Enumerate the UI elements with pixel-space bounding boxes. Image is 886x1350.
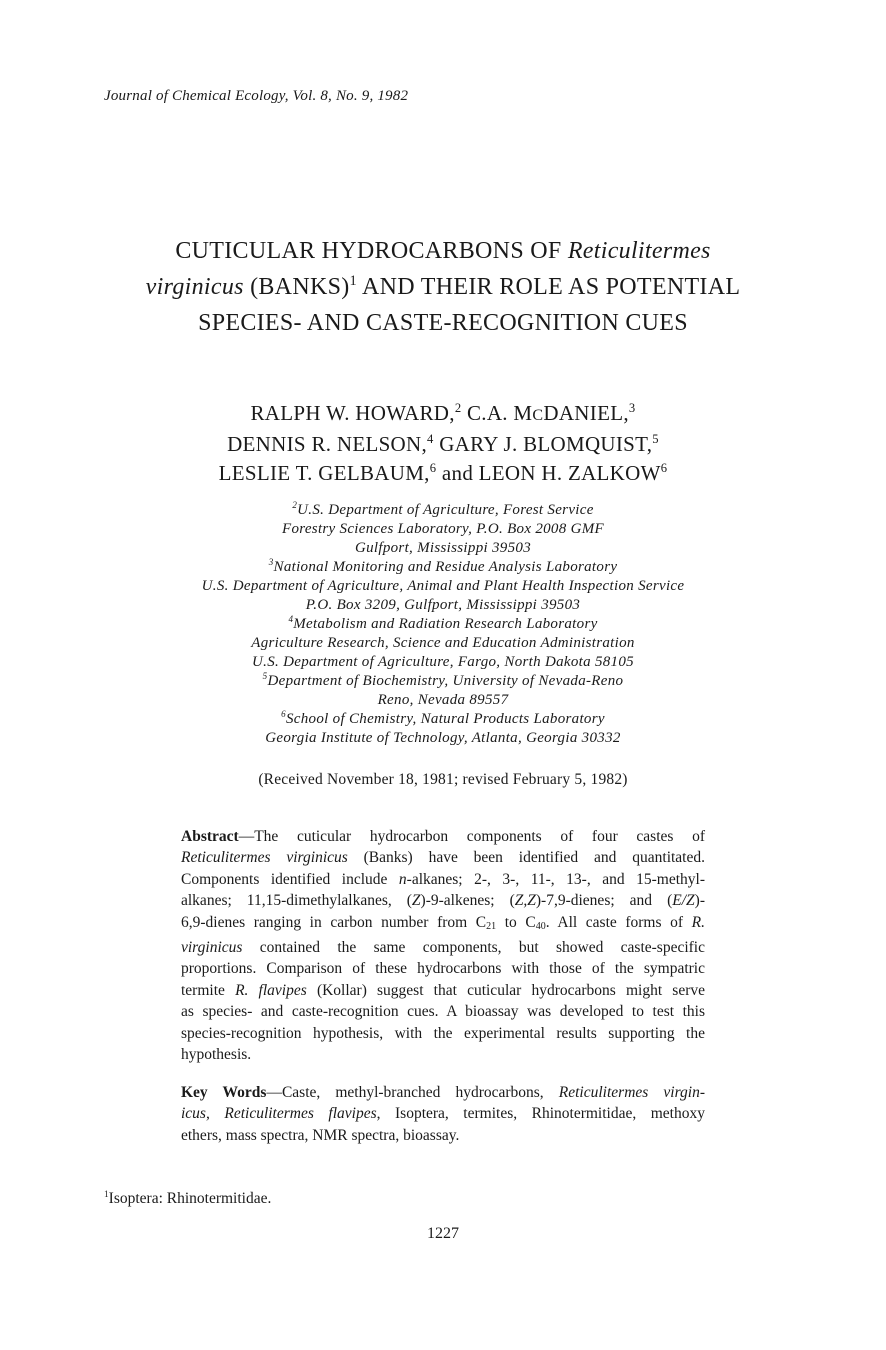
abstract-text: hypothesis. — [181, 1046, 252, 1064]
affiliation-marker: 4 — [288, 614, 294, 624]
species-name: icus, Reticulitermes flavipes — [181, 1105, 377, 1123]
affiliation-line — [60, 520, 826, 539]
abstract-text: alkanes; 11,15-dimethylalkanes, ( — [181, 892, 412, 910]
abstract-text: proportions. Comparison of these hydrocarbons with those of the sympatric — [181, 960, 705, 978]
footnote-marker: 1 — [349, 273, 358, 289]
article-title — [60, 233, 826, 341]
affiliation-marker: 6 — [281, 709, 286, 719]
affiliation-line — [60, 501, 826, 520]
species-name: Reticulitermes virgin- — [558, 1084, 706, 1101]
abstract-text: (Banks) have been identified and quantitated. — [347, 849, 705, 867]
affiliation-text: Metabolism and Radiation Research Laboratory — [293, 616, 598, 632]
abstract-text: -alkanes; 2-, 3-, 11-, 13-, and 15-methyl- — [406, 870, 705, 888]
title-line-2 — [60, 269, 826, 305]
affiliation-line — [60, 691, 826, 710]
affiliation-marker: 5 — [652, 432, 659, 446]
keywords-label: Key Words — [181, 1084, 267, 1101]
abstract-line — [181, 1023, 705, 1044]
journal-citation: Journal of Chemical Ecology, Vol. 8, No. 9, 1982 — [104, 88, 409, 104]
species-name: virginicus — [181, 939, 243, 957]
abstract-line — [181, 869, 705, 890]
affiliation-marker: 6 — [660, 461, 668, 475]
abstract-text: 6,9-dienes ranging in carbon number from C — [181, 913, 487, 931]
affiliation-line — [60, 577, 826, 596]
abstract-text: —The cuticular hydrocarbon components of four castes of — [238, 828, 705, 845]
abstract-text: )-9-alkenes; ( — [420, 892, 515, 910]
affiliation-text: Gulfport, Mississippi 39503 — [354, 540, 532, 556]
affiliation-text: School of Chemistry, Natural Products Laboratory — [285, 711, 605, 727]
key-words — [181, 1082, 705, 1146]
abstract-text: Components identified include — [181, 870, 399, 888]
affiliation-marker: 6 — [429, 461, 437, 475]
author-line-1 — [60, 399, 826, 430]
abstract-text: )- — [694, 892, 705, 910]
species-name: R. — [691, 913, 705, 931]
footnote-marker: 1 — [104, 1189, 109, 1200]
keywords-line — [181, 1125, 705, 1146]
affiliations — [60, 501, 826, 748]
title-text: (BANKS) — [243, 274, 350, 300]
abstract-line — [181, 826, 705, 847]
subscript: 21 — [486, 920, 497, 932]
affiliation-text: Agriculture Research, Science and Education Administration — [251, 635, 635, 651]
footnote-text: Isoptera: Rhinotermitidae. — [108, 1190, 272, 1207]
footnote — [104, 1190, 271, 1208]
affiliation-text: Department of Biochemistry, University of Nevada-Reno — [267, 673, 624, 689]
affiliation-text: U.S. Department of Agriculture, Fargo, North Dakota 58105 — [252, 654, 634, 670]
title-species: virginicus — [145, 274, 244, 300]
author-name: DANIEL, — [543, 401, 629, 425]
abstract-text: (Kollar) suggest that cuticular hydrocarbons might serve — [306, 981, 705, 999]
species-name: Reticulitermes virginicus — [181, 849, 348, 867]
author-name: and LEON H. ZALKOW — [436, 461, 661, 485]
italic-prefix: Z,Z — [514, 892, 536, 910]
affiliation-line — [60, 558, 826, 577]
author-name: GARY J. BLOMQUIST, — [433, 432, 653, 456]
abstract-text: )-7,9-dienes; and ( — [535, 892, 673, 910]
author-name: LESLIE T. GELBAUM, — [218, 461, 430, 485]
affiliation-text: U.S. Department of Agriculture, Forest Service — [297, 502, 594, 518]
page-number: 1227 — [427, 1225, 459, 1242]
affiliation-line — [60, 653, 826, 672]
author-line-2 — [60, 430, 826, 459]
author-name-smallcap: C — [532, 407, 544, 424]
title-genus: Reticulitermes — [567, 238, 711, 264]
title-line-1 — [60, 233, 826, 269]
affiliation-line — [60, 596, 826, 615]
keywords-text: , Isoptera, termites, Rhinotermitidae, methoxy — [376, 1105, 705, 1123]
title-text: CUTICULAR HYDROCARBONS OF — [175, 238, 568, 264]
author-list — [60, 399, 826, 488]
affiliation-text: National Monitoring and Residue Analysis Laboratory — [273, 559, 618, 575]
affiliation-marker: 5 — [262, 671, 268, 681]
keywords-text: —Caste, methyl-branched hydrocarbons, — [266, 1084, 559, 1101]
italic-prefix: E/Z — [672, 892, 695, 910]
abstract-line — [181, 1044, 705, 1065]
abstract-text: termite — [181, 981, 236, 999]
abstract-text: as species- and caste-recognition cues. A bioassay was developed to test this — [181, 1003, 705, 1021]
affiliation-line — [60, 539, 826, 558]
subscript: 40 — [535, 920, 546, 932]
title-line-3: SPECIES- AND CASTE-RECOGNITION CUES — [198, 310, 688, 336]
affiliation-text: Georgia Institute of Technology, Atlanta, Georgia 30332 — [265, 730, 621, 746]
species-name: R. flavipes — [235, 981, 307, 999]
affiliation-marker: 3 — [628, 401, 636, 415]
italic-prefix: n — [398, 870, 407, 888]
abstract-line — [181, 958, 705, 979]
keywords-line — [181, 1103, 705, 1124]
abstract-line — [181, 847, 705, 868]
abstract — [181, 826, 705, 1065]
abstract-text: species-recognition hypothesis, with the experimental results supporting the — [181, 1024, 705, 1042]
affiliation-marker: 2 — [292, 500, 298, 510]
affiliation-text: U.S. Department of Agriculture, Animal and Plant Health Inspection Service — [201, 578, 685, 594]
author-name: RALPH W. HOWARD, — [250, 401, 455, 425]
italic-prefix: Z — [411, 892, 421, 910]
abstract-text: contained the same components, but showed caste-specific — [242, 939, 705, 957]
keywords-line — [181, 1082, 705, 1103]
affiliation-text: Reno, Nevada 89557 — [377, 692, 509, 708]
author-name: C.A. M — [461, 401, 533, 425]
author-line-3 — [60, 459, 826, 488]
affiliation-marker: 2 — [454, 401, 462, 415]
affiliation-marker: 4 — [427, 432, 434, 446]
abstract-line — [181, 890, 705, 911]
abstract-line — [181, 912, 705, 937]
abstract-line — [181, 1001, 705, 1022]
affiliation-line — [60, 729, 826, 748]
abstract-text: . All caste forms of — [545, 913, 692, 931]
affiliation-line — [60, 710, 826, 729]
affiliation-marker: 3 — [268, 557, 274, 567]
affiliation-text: Forestry Sciences Laboratory, P.O. Box 2008 GMF — [282, 521, 604, 537]
author-name: DENNIS R. NELSON, — [227, 432, 428, 456]
abstract-line — [181, 937, 705, 958]
affiliation-line — [60, 634, 826, 653]
abstract-line — [181, 980, 705, 1001]
affiliation-line — [60, 615, 826, 634]
abstract-text: to C — [496, 913, 536, 931]
received-dates: (Received November 18, 1981; revised February 5, 1982) — [258, 771, 628, 788]
title-text: AND THEIR ROLE AS POTENTIAL — [357, 274, 741, 300]
affiliation-text: P.O. Box 3209, Gulfport, Mississippi 39503 — [305, 597, 581, 613]
affiliation-line — [60, 672, 826, 691]
keywords-text: ethers, mass spectra, NMR spectra, bioassay. — [181, 1126, 460, 1144]
abstract-label: Abstract — [181, 828, 239, 845]
